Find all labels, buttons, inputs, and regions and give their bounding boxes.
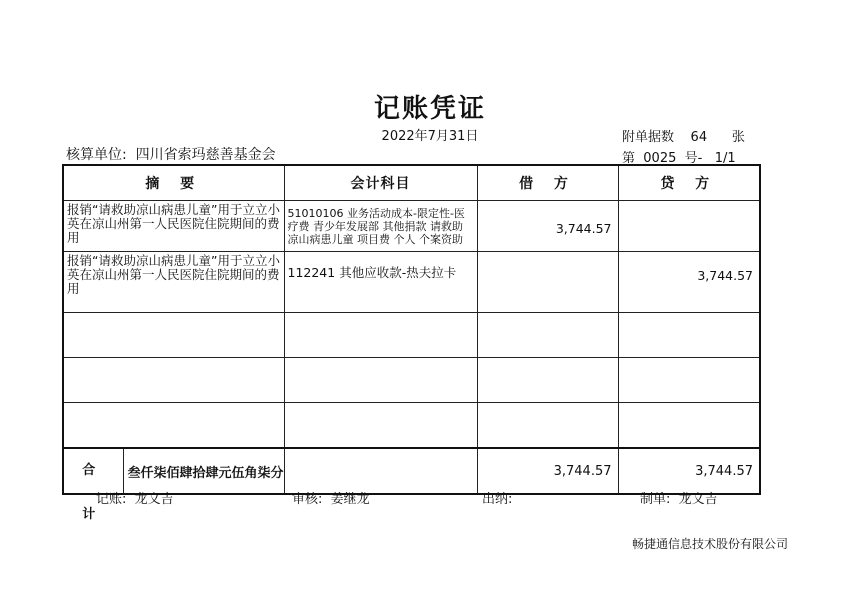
total-words: 叁仟柒佰肆拾肆元伍角柒分: [127, 465, 284, 481]
total-debit: 3,744.57: [477, 448, 618, 494]
total-credit: 3,744.57: [618, 448, 760, 494]
row-summary: [63, 313, 284, 358]
table-row: [63, 313, 760, 358]
header-debit: 借 方: [477, 165, 618, 201]
row-credit: [618, 201, 760, 252]
accounting-unit: [66, 144, 276, 164]
row-credit: [618, 313, 760, 358]
cashier-signature: [482, 488, 521, 507]
voucher-prefix: 第: [622, 151, 636, 166]
table-header: [63, 165, 760, 201]
reviewer-label: 审核:: [292, 492, 323, 507]
row-credit: [618, 403, 760, 449]
preparer-label: 制单:: [640, 492, 671, 507]
software-company: 畅捷通信息技术股份有限公司: [632, 537, 789, 551]
row-account: 51010106 业务活动成本-限定性-医疗费 青少年发展部 其他捐款 请救助凉山病患儿童 项目费 个人 个案资助: [284, 201, 477, 252]
header-summary: 摘 要: [63, 165, 284, 201]
attachment-number: 64: [690, 130, 708, 145]
row-account: 112241 其他应收款-热夫拉卡: [284, 252, 477, 313]
row-account: [284, 313, 477, 358]
total-label: 合 计: [64, 449, 124, 493]
bookkeeper-label: 记账:: [96, 492, 127, 507]
reviewer-name: 姜继龙: [330, 492, 370, 507]
row-debit: 3,744.57: [477, 201, 618, 252]
row-debit: [477, 313, 618, 358]
row-account: [284, 403, 477, 449]
table-row: [63, 403, 760, 449]
row-debit: [477, 403, 618, 449]
row-credit: [618, 358, 760, 403]
table-row: [63, 358, 760, 403]
reviewer-signature: [292, 488, 370, 507]
row-summary: [63, 358, 284, 403]
row-summary: 报销“请救助凉山病患儿童”用于立立小英在凉山州第一人民医院住院期间的费用: [63, 252, 284, 313]
row-debit: [477, 252, 618, 313]
cashier-label: 出纳:: [482, 492, 513, 507]
row-account: [284, 358, 477, 403]
table-row: [63, 201, 760, 252]
unit-value: 四川省索玛慈善基金会: [135, 147, 276, 163]
preparer-signature: [640, 488, 718, 507]
row-summary: 报销“请救助凉山病患儿童”用于立立小英在凉山州第一人民医院住院期间的费用: [63, 201, 284, 252]
voucher-no: 0025: [643, 151, 677, 166]
row-summary: [63, 403, 284, 449]
bookkeeper-signature: [96, 488, 174, 507]
attachment-label: 附单据数: [622, 130, 675, 145]
voucher-date: 2022年7月31日: [381, 129, 479, 144]
bookkeeper-name: 龙文吉: [134, 492, 174, 507]
voucher-page: 1/1: [714, 151, 736, 166]
row-debit: [477, 358, 618, 403]
voucher-title: 记账凭证: [373, 94, 486, 124]
unit-label: 核算单位:: [66, 147, 127, 163]
attachment-count: [622, 126, 745, 145]
attachment-unit: 张: [731, 130, 745, 145]
row-credit: 3,744.57: [618, 252, 760, 313]
table-row: [63, 252, 760, 313]
preparer-name: 龙文吉: [678, 492, 718, 507]
header-account: 会计科目: [284, 165, 477, 201]
header-credit: 贷 方: [618, 165, 760, 201]
voucher-suffix: 号-: [684, 151, 703, 166]
